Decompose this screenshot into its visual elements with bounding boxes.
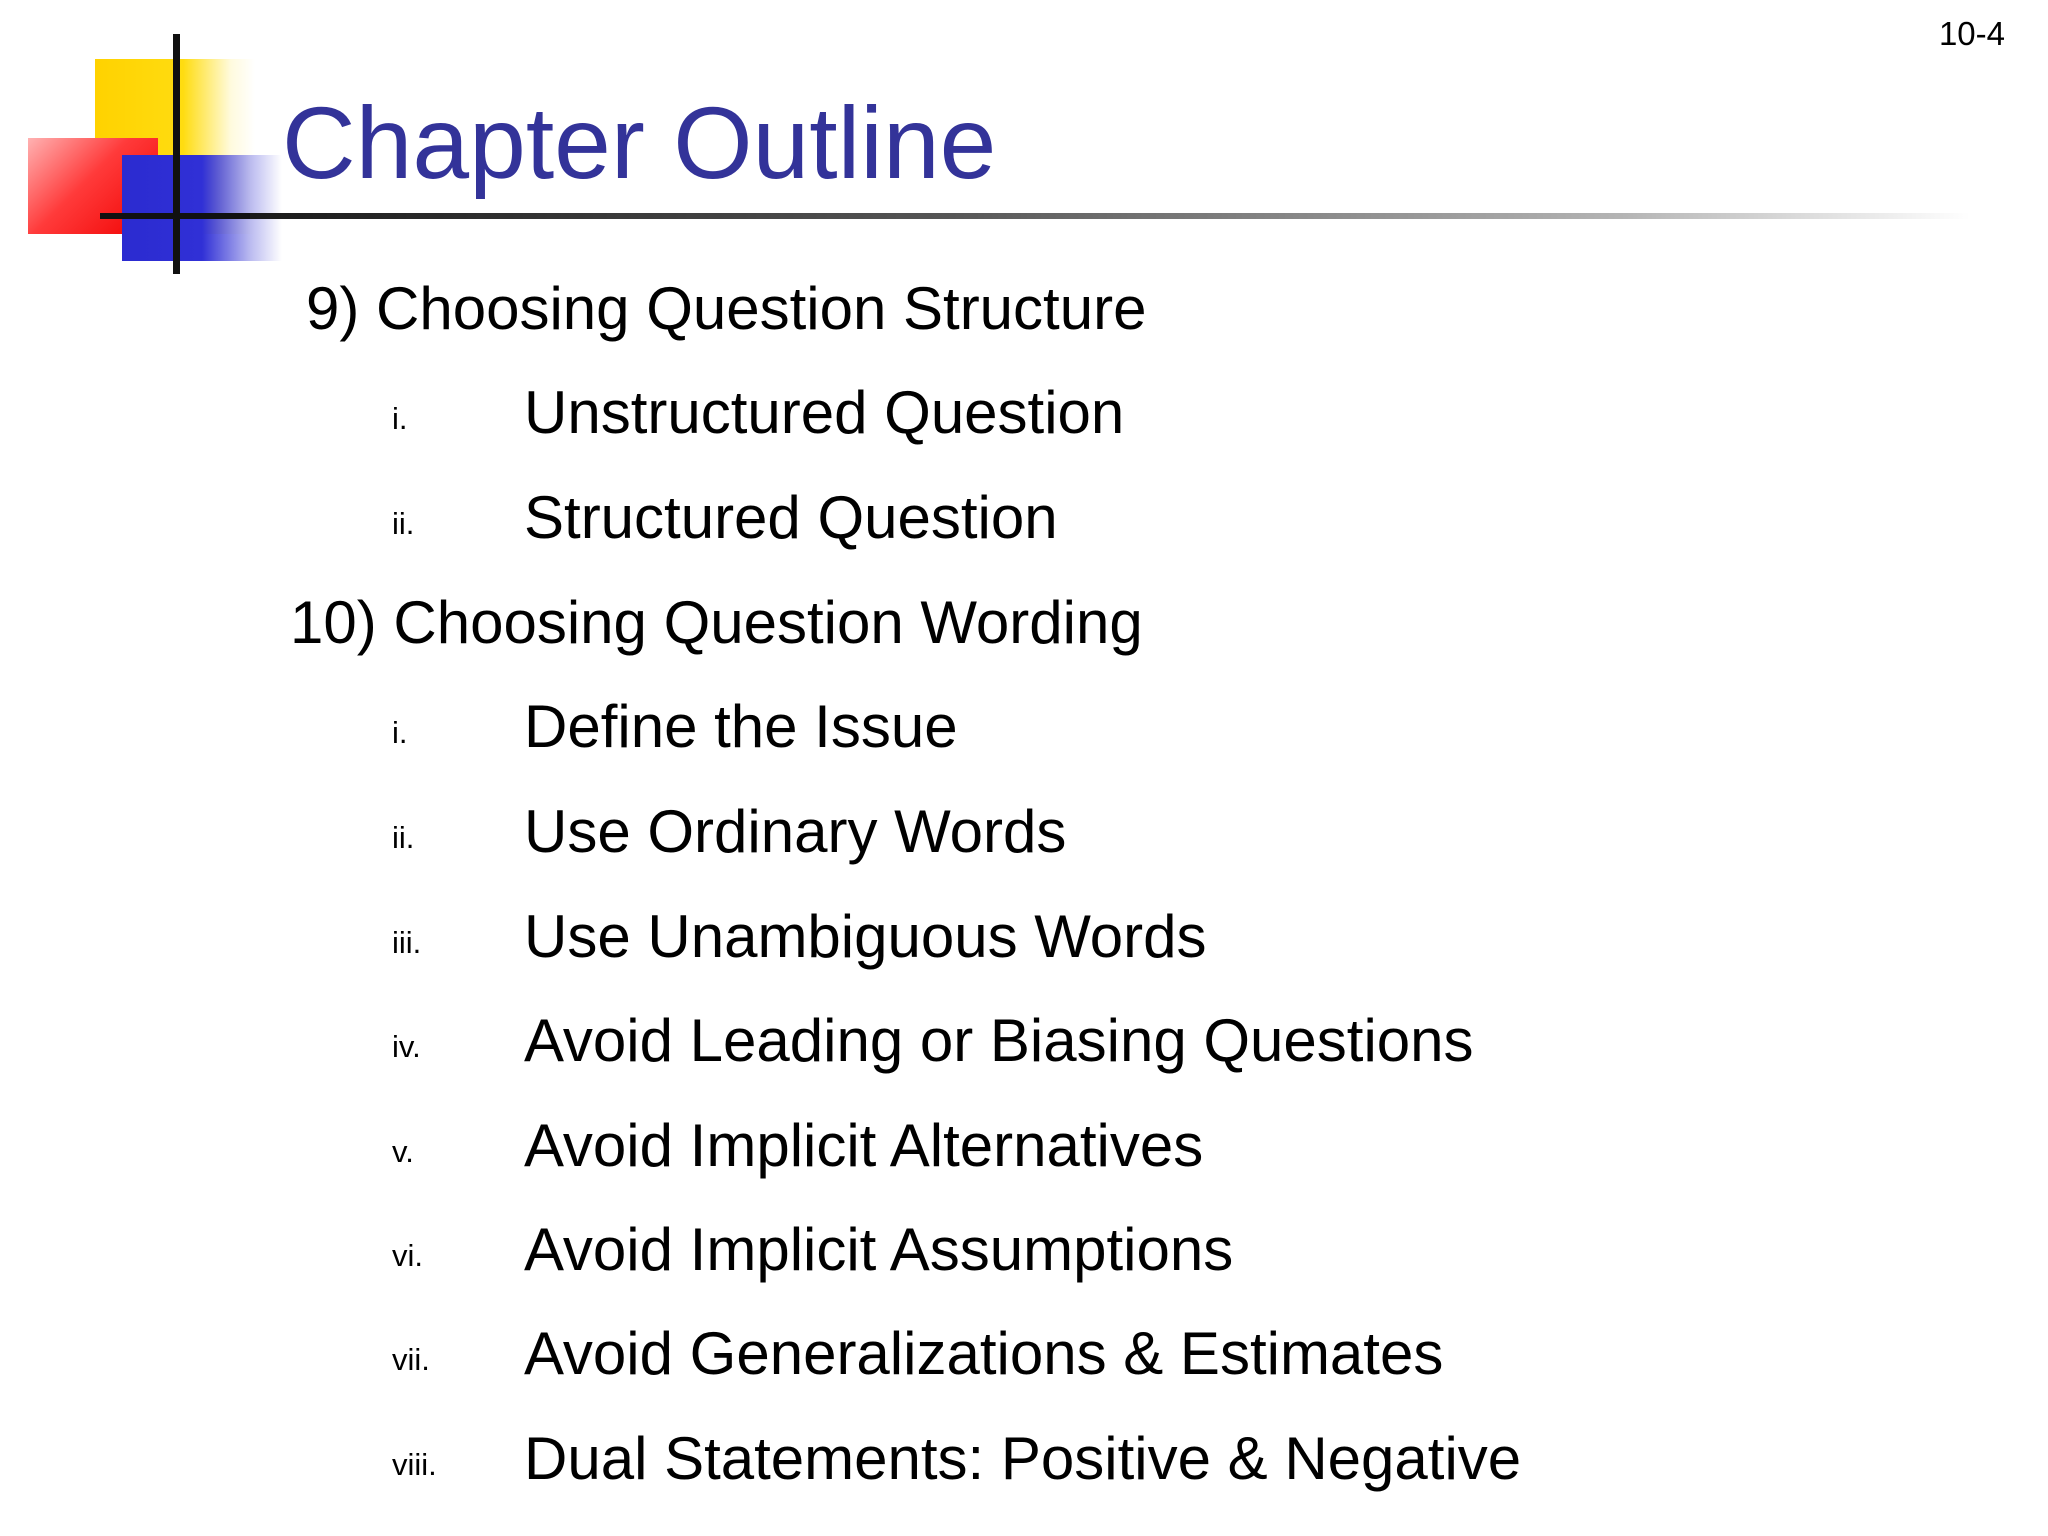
list-item-text: Avoid Generalizations & Estimates	[524, 1320, 1444, 1387]
list-item-numeral: i.	[392, 715, 408, 750]
page-number: 10-4	[1938, 15, 2005, 52]
list-item-text: Define the Issue	[524, 693, 958, 760]
list-item-numeral: i.	[392, 401, 408, 436]
list-item-text: Unstructured Question	[524, 379, 1125, 446]
list-item-numeral: vi.	[392, 1238, 423, 1273]
list-item-text: Use Unambiguous Words	[524, 903, 1207, 970]
list-item-numeral: iv.	[392, 1029, 421, 1064]
list-item-text: Dual Statements: Positive & Negative	[524, 1425, 1522, 1492]
list-item-text: Avoid Implicit Alternatives	[524, 1112, 1204, 1179]
title-underline-rule	[250, 213, 1970, 219]
list-item-numeral: viii.	[392, 1447, 437, 1482]
list-item-text: Avoid Leading or Biasing Questions	[524, 1007, 1474, 1074]
list-item-text: Use Ordinary Words	[524, 798, 1067, 865]
list-item-numeral: ii.	[392, 506, 415, 541]
section-heading: 9) Choosing Question Structure	[306, 275, 1147, 342]
list-item-numeral: v.	[392, 1134, 414, 1169]
logo-blue-square	[122, 155, 282, 261]
list-item-numeral: iii.	[392, 925, 422, 960]
list-item-numeral: vii.	[392, 1342, 430, 1377]
template-logo-graphic	[0, 0, 300, 300]
list-item-text: Avoid Implicit Assumptions	[524, 1216, 1234, 1283]
slide-title: Chapter Outline	[282, 86, 997, 200]
list-item-text: Structured Question	[524, 484, 1058, 551]
list-item-numeral: ii.	[392, 820, 415, 855]
section-heading: 10) Choosing Question Wording	[290, 589, 1143, 656]
logo-vertical-line	[173, 34, 180, 274]
